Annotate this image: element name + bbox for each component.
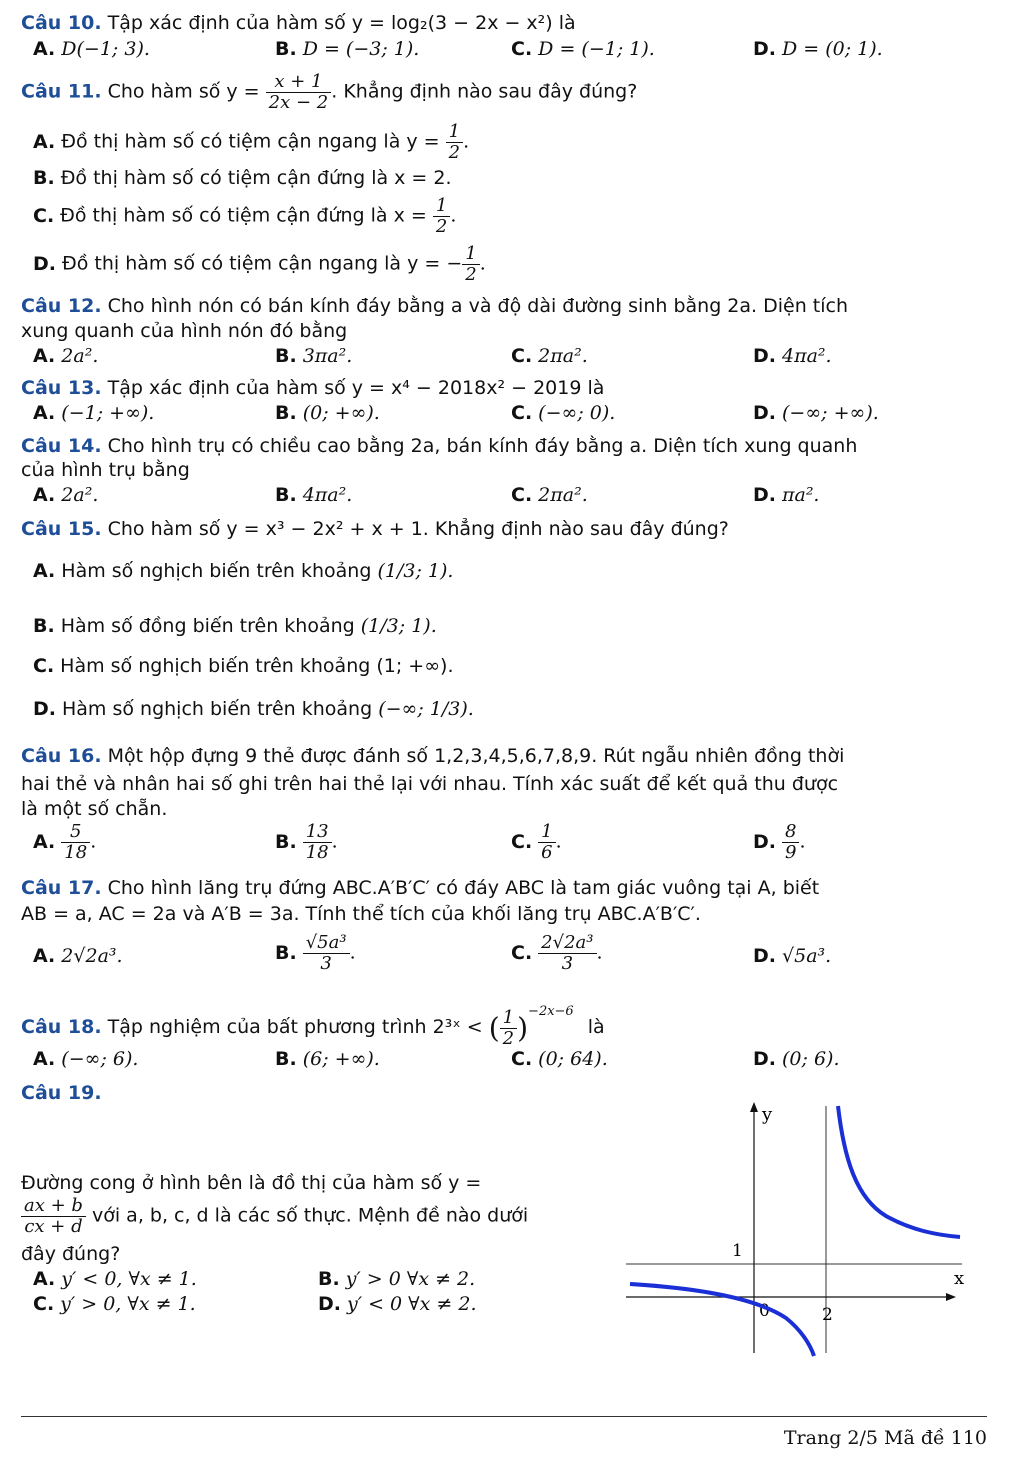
option-c[interactable]: C. (0; 64). (511, 1048, 608, 1070)
options-row (33, 345, 973, 369)
y-axis-label: y (762, 1104, 773, 1125)
question-13 (21, 377, 604, 400)
question-stem: Tập xác định của hàm số y = x⁴ − 2018x² − 2019 là (107, 377, 605, 399)
option-c[interactable]: C. 2πa². (511, 484, 588, 506)
x-axis-label: x (954, 1268, 965, 1289)
footer-divider (21, 1416, 987, 1417)
question-19-stem2: $\frac{ax + b}{cx + d}$ với a, b, c, d là các số thực. Mệnh đề nào dưới (21, 1196, 528, 1237)
option-c[interactable]: C. (−∞; 0). (511, 402, 616, 424)
question-label: Câu 10. (21, 12, 102, 34)
question-17-cont: AB = a, AC = 2a và A′B = 3a. Tính thể tích của khối lăng trụ ABC.A′B′C′. (21, 903, 701, 925)
option-b[interactable]: B. $\frac{13}{18}$ . (275, 821, 338, 863)
option-d[interactable]: D. $\frac{8}{9}$ . (753, 821, 806, 863)
options-row (33, 484, 973, 508)
question-19-stem: Đường cong ở hình bên là đồ thị của hàm số y = (21, 1172, 482, 1194)
option-c[interactable]: C. y′ > 0, ∀x ≠ 1. (33, 1293, 196, 1315)
function-graph (626, 1098, 966, 1360)
question-14 (21, 435, 857, 458)
option-b[interactable]: B. (6; +∞). (275, 1048, 380, 1070)
question-stem: Cho hàm số y = (107, 80, 260, 103)
question-stem: Một hộp đựng 9 thẻ được đánh số 1,2,3,4,5,6,7,8,9. Rút ngẫu nhiên đồng thời (107, 745, 845, 767)
x-axis-arrow (946, 1293, 956, 1301)
question-label: Câu 16. (21, 745, 102, 767)
option-c[interactable]: C. Đồ thị hàm số có tiệm cận đứng là x = $\frac{1}{2}$ . (33, 195, 457, 237)
y-axis-arrow (750, 1102, 758, 1112)
curve-branch-left (630, 1284, 814, 1356)
option-d[interactable]: D. Đồ thị hàm số có tiệm cận ngang là y = − $\frac{1}{2}$ . (33, 243, 486, 285)
question-stem: Cho hình lăng trụ đứng ABC.A′B′C′ có đáy ABC là tam giác vuông tại A, biết (107, 877, 820, 899)
option-d[interactable]: D. πa². (753, 484, 820, 506)
option-a[interactable]: A. (−1; +∞). (33, 402, 155, 424)
option-a[interactable]: A. 2√2a³. (33, 945, 123, 967)
question-14-cont: của hình trụ bằng (21, 459, 190, 481)
question-12 (21, 295, 848, 318)
question-16-cont: hai thẻ và nhân hai số ghi trên hai thẻ lại với nhau. Tính xác suất để kết quả thu được (21, 773, 839, 795)
question-label: Câu 13. (21, 377, 102, 399)
option-a[interactable]: A. Hàm số nghịch biến trên khoảng (1/3; 1). (33, 560, 454, 582)
option-b[interactable]: B. y′ > 0 ∀x ≠ 2. (318, 1268, 476, 1290)
question-label: Câu 19. (21, 1082, 102, 1104)
option-a[interactable]: A. $\frac{5}{18}$ . (33, 821, 97, 863)
x-tick-label: 2 (822, 1305, 833, 1325)
question-label: Câu 15. (21, 518, 102, 540)
option-d[interactable]: D. Hàm số nghịch biến trên khoảng (−∞; 1/3). (33, 698, 474, 720)
options-row (33, 402, 973, 426)
option-a[interactable]: A. Đồ thị hàm số có tiệm cận ngang là y = $\frac{1}{2}$ . (33, 121, 470, 163)
option-b[interactable]: B. Hàm số đồng biến trên khoảng (1/3; 1). (33, 615, 437, 637)
option-d[interactable]: D. y′ < 0 ∀x ≠ 2. (318, 1293, 477, 1315)
question-label: Câu 14. (21, 435, 102, 457)
question-label: Câu 17. (21, 877, 102, 899)
option-c[interactable]: C. 2πa². (511, 345, 588, 367)
options-row (33, 822, 973, 872)
option-a[interactable]: A. 2a². (33, 484, 99, 506)
option-a[interactable]: A. 2a². (33, 345, 99, 367)
y-tick-label: 1 (732, 1241, 743, 1261)
question-19-stem3: đây đúng? (21, 1243, 121, 1265)
option-a[interactable]: A. D(−1; 3). (33, 38, 150, 60)
question-stem: Cho hình trụ có chiều cao bằng 2a, bán kính đáy bằng a. Diện tích xung quanh (107, 435, 858, 457)
options-row (33, 38, 973, 62)
question-16 (21, 745, 844, 768)
page-footer: Trang 2/5 Mã đề 110 (783, 1427, 987, 1449)
option-d[interactable]: D. (0; 6). (753, 1048, 840, 1070)
question-label: Câu 11. (21, 80, 102, 103)
option-a[interactable]: A. (−∞; 6). (33, 1048, 139, 1070)
question-stem: Tập nghiệm của bất phương trình 2³ˣ < (107, 1016, 483, 1038)
question-19 (21, 1082, 102, 1105)
option-d[interactable]: D. √5a³. (753, 945, 832, 967)
question-18: Câu 18. Tập nghiệm của bất phương trình 2³ˣ < ( $\frac{1}{2}$ )$^{-2x-6}$ là (21, 1004, 605, 1049)
option-b[interactable]: B. Đồ thị hàm số có tiệm cận đứng là x = 2. (33, 167, 452, 189)
options-row (33, 933, 973, 983)
option-b[interactable]: B. $\frac{\text{√5a³}}{3}$ . (275, 932, 356, 974)
origin-label: 0 (759, 1301, 770, 1321)
option-d[interactable]: D. D = (0; 1). (753, 38, 883, 60)
question-15 (21, 518, 729, 541)
question-label: Câu 12. (21, 295, 102, 317)
question-label: Câu 18. (21, 1016, 102, 1038)
curve-branch-right (838, 1106, 960, 1237)
option-c[interactable]: C. Hàm số nghịch biến trên khoảng (1; +∞). (33, 655, 454, 677)
question-16-cont2: là một số chẵn. (21, 798, 168, 820)
fraction: $\frac{x + 1}{2x - 2}$ (266, 72, 332, 113)
option-c[interactable]: C. D = (−1; 1). (511, 38, 655, 60)
option-b[interactable]: B. 4πa². (275, 484, 353, 506)
question-stem: Cho hàm số y = x³ − 2x² + x + 1. Khẳng định nào sau đây đúng? (107, 518, 729, 540)
options-row (33, 1048, 973, 1072)
option-c[interactable]: C. $\frac{\text{2√2a³}}{3}$ . (511, 932, 603, 974)
option-c[interactable]: C. $\frac{1}{6}$ . (511, 821, 562, 863)
option-b[interactable]: B. D = (−3; 1). (275, 38, 420, 60)
question-17 (21, 877, 819, 900)
question-12-cont: xung quanh của hình nón đó bằng (21, 320, 348, 342)
question-10 (21, 12, 576, 35)
option-b[interactable]: B. 3πa². (275, 345, 353, 367)
option-a[interactable]: A. y′ < 0, ∀x ≠ 1. (33, 1268, 197, 1290)
question-stem: Tập xác định của hàm số y = log₂(3 − 2x − x²) là (107, 12, 576, 34)
question-stem: Cho hình nón có bán kính đáy bằng a và độ dài đường sinh bằng 2a. Diện tích (107, 295, 849, 317)
option-b[interactable]: B. (0; +∞). (275, 402, 380, 424)
question-11: Câu 11. Cho hàm số y = $\frac{x + 1}{2x - 2}$ . Khẳng định nào sau đây đúng? (21, 71, 638, 113)
option-d[interactable]: D. 4πa². (753, 345, 832, 367)
option-d[interactable]: D. (−∞; +∞). (753, 402, 879, 424)
